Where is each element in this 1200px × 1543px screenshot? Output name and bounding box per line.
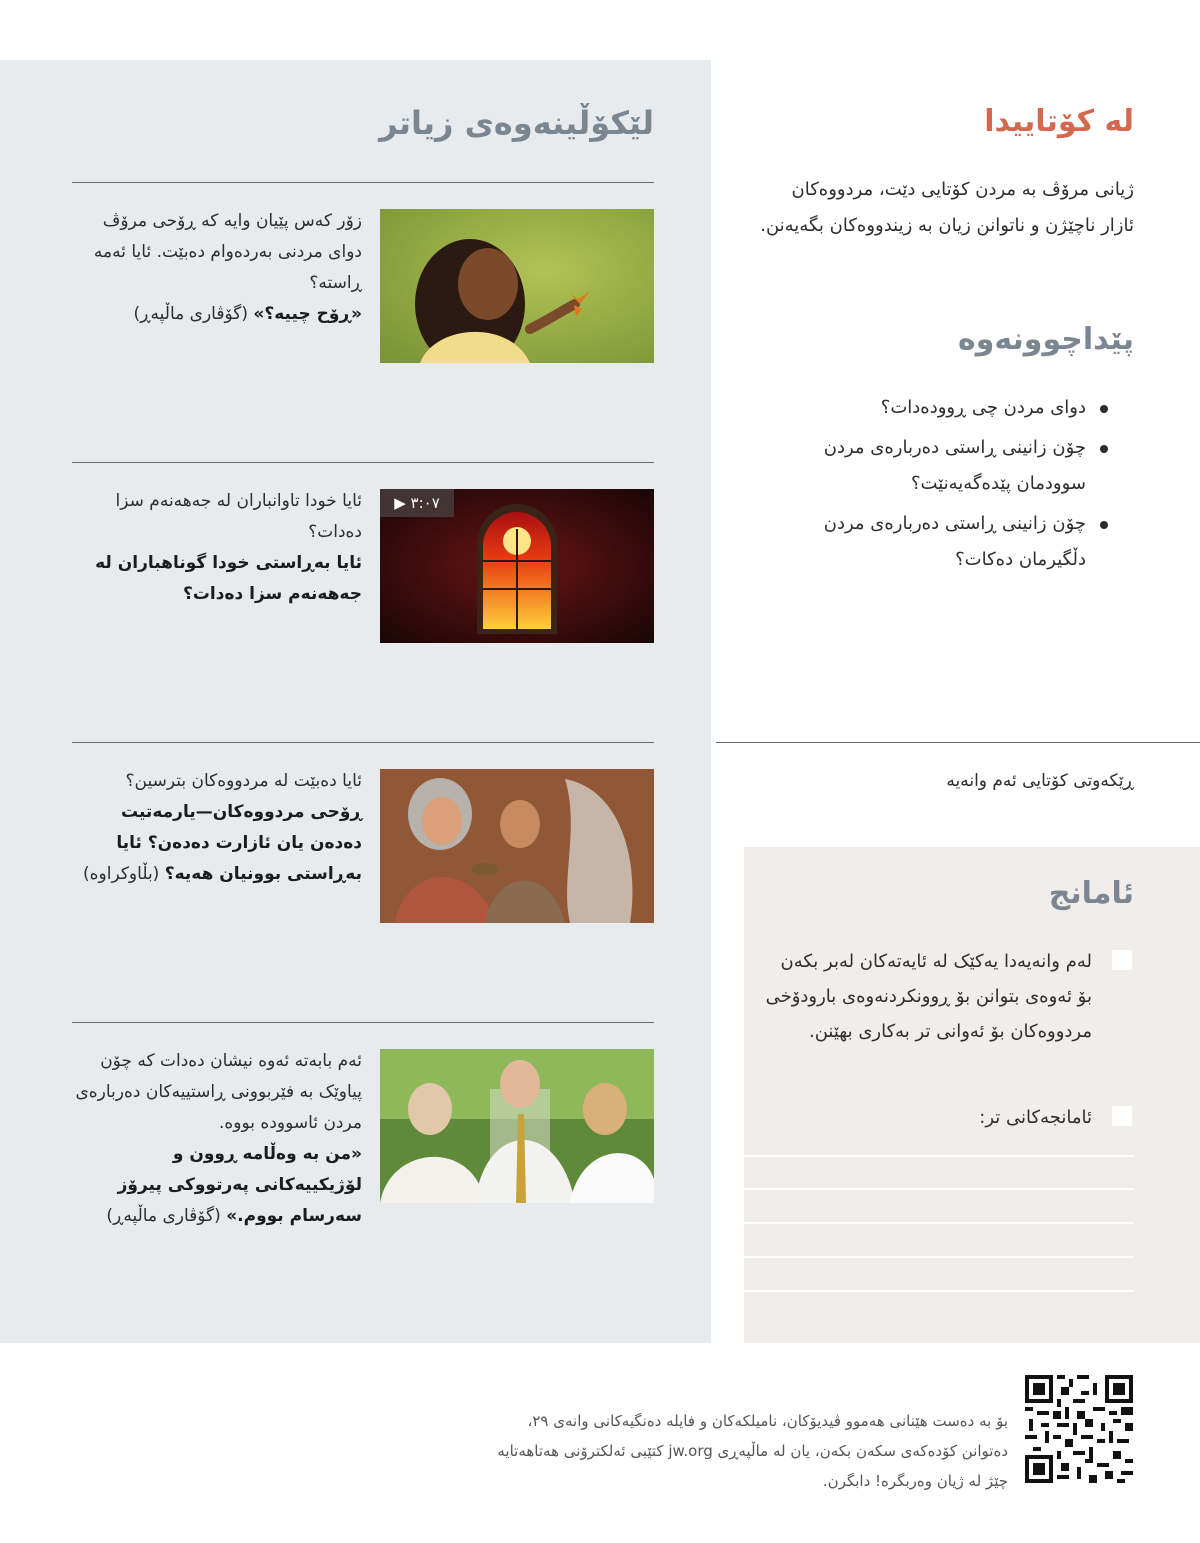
review-item xyxy=(760,506,1134,578)
goal-checkbox[interactable] xyxy=(1112,950,1132,970)
study-item-3[interactable] xyxy=(72,766,362,890)
divider xyxy=(72,1022,654,1023)
review-item-text: دوای مردن چی ڕوودەدات؟ xyxy=(880,397,1086,418)
bullet-icon xyxy=(1100,445,1108,453)
divider xyxy=(72,182,654,183)
hellfire-video-thumbnail[interactable] xyxy=(380,489,654,643)
divider xyxy=(72,462,654,463)
review-item-text: چۆن زانینی ڕاستی دەربارەی مردن سوودمان پێدەگەیەنێت؟ xyxy=(823,437,1086,494)
study-item-2-text: ئایا خودا تاوانباران لە جەهەنەم سزا دەدات؟ xyxy=(115,491,362,542)
goal-item-text: ئامانجەکانی تر: xyxy=(979,1107,1092,1128)
study-item-1-source: (گۆڤاری ماڵپەڕ) xyxy=(133,304,254,324)
study-item-1-link[interactable]: «ڕۆح چییە؟» xyxy=(253,304,362,324)
review-title: پێداچوونەوە xyxy=(957,322,1134,357)
goal-item-text: لەم وانەیەدا یەکێک لە ئایەتەکان لەبر بکەن بۆ ئەوەی بتوانن بۆ ڕوونکردنەوەی بارودۆخی مردووەکان بۆ ئەوانی تر بەکاری بهێنن. xyxy=(765,951,1092,1042)
bullet-icon xyxy=(1100,521,1108,529)
writing-line[interactable] xyxy=(744,1188,1134,1190)
footer-download-text: بۆ بە دەست هێنانی هەموو ڤیدیۆکان، نامیلکەکان و فایلە دەنگیەکانی وانەی ٢٩، دەتوانن کۆدەکەی سکەن بکەن، یان لە ماڵپەڕی jw.org کتێبی ئەلکترۆنی هەتاهەتایە چێژ لە ژیان وەربگرە! دابگرن. xyxy=(497,1412,1008,1490)
study-item-2[interactable] xyxy=(72,486,362,610)
study-item-4-text: ئەم بابەتە ئەوە نیشان دەدات کە چۆن پیاوێک بە فێربوونی ڕاستییەکان دەربارەی مردن ئاسوودە بووە. xyxy=(75,1051,362,1133)
study-item-4[interactable] xyxy=(72,1046,362,1232)
girl-butterfly-image[interactable] xyxy=(380,209,654,363)
writing-line[interactable] xyxy=(744,1290,1134,1292)
divider xyxy=(72,742,654,743)
goal-item xyxy=(760,1100,1134,1140)
review-item xyxy=(760,430,1134,502)
divider xyxy=(716,742,1200,743)
writing-line[interactable] xyxy=(744,1155,1134,1157)
bullet-icon xyxy=(1100,405,1108,413)
writing-line[interactable] xyxy=(744,1256,1134,1258)
spirit-medium-image[interactable] xyxy=(380,769,654,923)
writing-line[interactable] xyxy=(744,1222,1134,1224)
further-study-title: لێکۆڵینەوەی زیاتر xyxy=(379,104,654,142)
goal-item xyxy=(760,944,1134,1094)
review-item-text: چۆن زانینی ڕاستی دەربارەی مردن دڵگیرمان دەکات؟ xyxy=(823,513,1086,570)
study-item-3-text: ئایا دەبێت لە مردووەکان بترسین؟ xyxy=(125,771,362,791)
conclusion-title: لە کۆتاییدا xyxy=(984,104,1134,139)
video-duration-badge: ▶ ٣:٠٧ xyxy=(380,489,454,517)
goal-checkbox[interactable] xyxy=(1112,1106,1132,1126)
review-list xyxy=(760,390,1134,582)
study-item-3-source: (بڵاوکراوە) xyxy=(82,864,165,884)
study-item-4-source: (گۆڤاری ماڵپەڕ) xyxy=(106,1206,227,1226)
review-item xyxy=(760,390,1134,426)
conclusion-text: ژیانی مرۆڤ بە مردن کۆتایی دێت، مردووەکان ئازار ناچێژن و ناتوانن زیان بە زیندووەکان بگەیەنن. xyxy=(760,179,1134,236)
study-item-2-link[interactable]: ئایا بەڕاستی خودا گوناهباران لە جەهەنەم سزا دەدات؟ xyxy=(95,553,362,604)
study-item-1-text: زۆر کەس پێیان وایە کە ڕۆحی مرۆڤ دوای مردنی بەردەوام دەبێت. ئایا ئەمە ڕاستە؟ xyxy=(93,211,362,293)
goal-title: ئامانج xyxy=(1048,876,1134,911)
study-item-4-link[interactable]: «من بە وەڵامە ڕوون و لۆژیکییەکانی پەرتووکی پیرۆز سەرسام بووم.» xyxy=(117,1144,362,1226)
people-conversation-image[interactable] xyxy=(380,1049,654,1203)
qr-code[interactable] xyxy=(1025,1375,1133,1483)
study-item-3-link[interactable]: ڕۆحی مردووەکان—یارمەتیت دەدەن یان ئازارت دەدەن؟ ئایا بەڕاستی بوونیان هەیە؟ xyxy=(116,802,362,884)
study-item-1[interactable] xyxy=(72,206,362,330)
goal-panel xyxy=(744,847,1200,1343)
lesson-completion-date-label: ڕێکەوتی کۆتایی ئەم وانەیە xyxy=(946,771,1134,791)
